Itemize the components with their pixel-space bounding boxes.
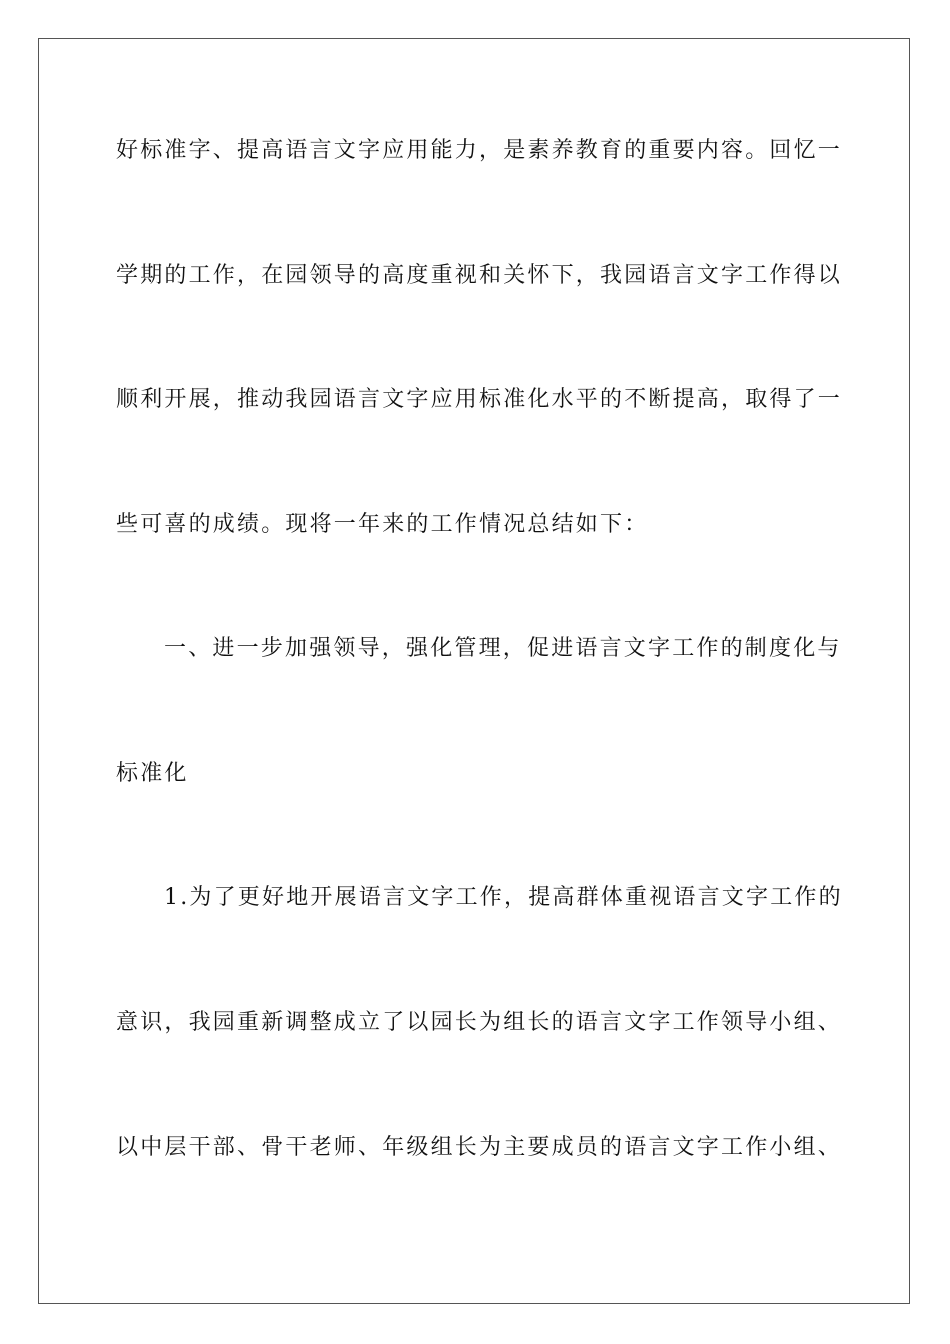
section-heading-line: 一、进一步加强领导，强化管理，促进语言文字工作的制度化与 (164, 636, 842, 661)
paragraph-line: 好标准字、提高语言文字应用能力，是素养教育的重要内容。回忆一 (116, 138, 843, 163)
paragraph-line: 以中层干部、骨干老师、年级组长为主要成员的语言文字工作小组、 (116, 1135, 843, 1160)
paragraph-line: 些可喜的成绩。现将一年来的工作情况总结如下： (116, 512, 649, 537)
page-border (38, 38, 910, 1304)
paragraph-line: 1.为了更好地开展语言文字工作，提高群体重视语言文字工作的 (164, 885, 843, 910)
paragraph-line: 顺利开展，推动我园语言文字应用标准化水平的不断提高，取得了一 (116, 387, 843, 412)
paragraph-line: 意识，我园重新调整成立了以园长为组长的语言文字工作领导小组、 (116, 1010, 843, 1035)
section-heading-line: 标准化 (116, 761, 189, 786)
paragraph-line: 学期的工作，在园领导的高度重视和关怀下，我园语言文字工作得以 (116, 263, 843, 288)
